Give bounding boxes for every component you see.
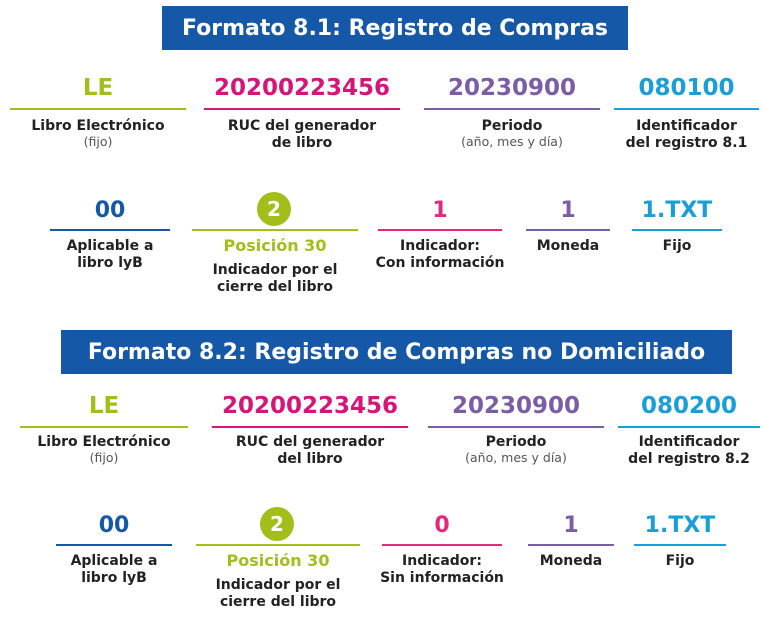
field-rule — [528, 544, 614, 546]
field-label: Moneda — [536, 238, 600, 254]
position-circle: 2 — [257, 192, 291, 226]
field-value: 080100 — [638, 75, 735, 101]
field-value: 20230900 — [447, 75, 577, 101]
field-rule — [634, 544, 726, 546]
field-rule — [56, 544, 172, 546]
field-rule — [204, 108, 400, 110]
field-label: Libro Electrónico (fijo) — [37, 434, 171, 465]
field-rule — [428, 426, 604, 428]
field-label: Indicador por el cierre del libro — [212, 262, 338, 295]
field-rule — [378, 229, 502, 231]
field-label: Indicador por el cierre del libro — [215, 577, 341, 610]
field-label: Periodo (año, mes y día) — [461, 118, 563, 149]
field-rule — [212, 426, 408, 428]
field-rule — [382, 544, 502, 546]
field-value: 1.TXT — [644, 513, 716, 538]
field-value: 1 — [560, 198, 576, 223]
field-value: 1 — [432, 198, 448, 223]
field-value: 20200223456 — [213, 75, 391, 101]
field-value: LE — [88, 393, 120, 419]
field-label: Identificador del registro 8.2 — [628, 434, 750, 467]
field-rule — [196, 544, 360, 546]
position-circle: 2 — [260, 507, 294, 541]
field-label: Fijo — [665, 553, 695, 569]
field-value: LE — [82, 75, 114, 101]
field-label: Fijo — [662, 238, 692, 254]
field-rule — [10, 108, 186, 110]
field-rule — [614, 108, 759, 110]
field-label: Periodo (año, mes y día) — [465, 434, 567, 465]
format-8-2-title: Formato 8.2: Registro de Compras no Domiciliado — [61, 330, 732, 374]
field-rule — [424, 108, 600, 110]
field-rule — [50, 229, 170, 231]
position-label: Posición 30 — [226, 551, 330, 570]
field-label: Identificador del registro 8.1 — [625, 118, 748, 151]
field-value: 1.TXT — [641, 198, 713, 223]
field-label: Indicador: Con información — [375, 238, 505, 271]
field-value: 20230900 — [451, 393, 581, 419]
field-label: RUC del generador del libro — [235, 434, 385, 467]
field-rule — [192, 229, 358, 231]
field-label: Aplicable a libro lyB — [70, 553, 158, 586]
field-label: RUC del generador de libro — [227, 118, 377, 151]
field-label: Moneda — [539, 553, 603, 569]
field-label: Libro Electrónico (fijo) — [31, 118, 165, 149]
format-8-1-title: Formato 8.1: Registro de Compras — [162, 6, 628, 50]
field-value: 1 — [563, 513, 579, 538]
field-rule — [526, 229, 610, 231]
field-label: Indicador: Sin información — [380, 553, 504, 586]
field-value: 00 — [94, 198, 126, 223]
field-value: 00 — [98, 513, 130, 538]
field-rule — [618, 426, 760, 428]
field-value: 20200223456 — [221, 393, 399, 419]
position-label: Posición 30 — [223, 236, 327, 255]
field-value: 080200 — [640, 393, 738, 419]
field-rule — [20, 426, 188, 428]
field-label: Aplicable a libro lyB — [66, 238, 154, 271]
field-rule — [632, 229, 722, 231]
field-value: 0 — [434, 513, 450, 538]
